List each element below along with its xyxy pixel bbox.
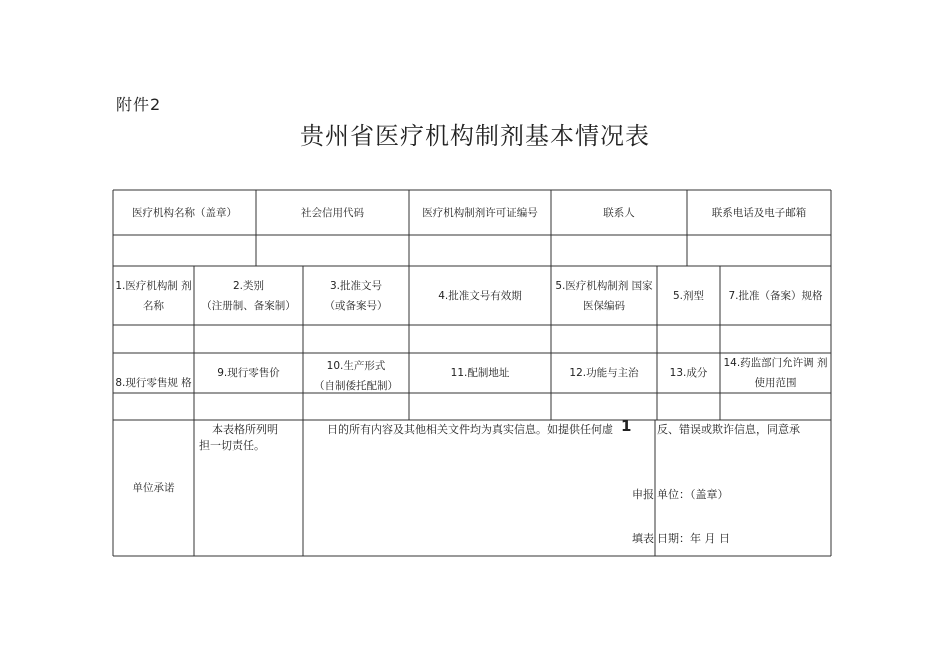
header-approval-number: 3.批准文号 （或备案号）	[324, 279, 388, 312]
header-retail-price: 9.现行零售价	[217, 367, 280, 379]
input-credit-code[interactable]	[256, 235, 409, 266]
header-prep-address: 11.配制地址	[450, 367, 510, 379]
input-retail-price[interactable]	[194, 393, 303, 420]
input-license-number[interactable]	[409, 235, 551, 266]
header-usage-scope: 14.药监部门允许调 剂 使用范围	[723, 357, 828, 389]
header-insurance-code: 5.医疗机构制剂 国家 医保编码	[555, 279, 653, 312]
input-category[interactable]	[194, 325, 303, 353]
pledge-text-part2: 担一切责任。	[199, 439, 265, 452]
input-production-form[interactable]	[303, 393, 409, 420]
input-specification[interactable]	[720, 325, 831, 353]
input-prep-address[interactable]	[409, 393, 551, 420]
fill-date-field[interactable]: 日期：年 月 日	[657, 532, 730, 545]
header-dosage-form: 5.剂型	[672, 289, 705, 302]
header-license-number: 医疗机构制剂许可证编号	[422, 206, 538, 219]
input-contact-person[interactable]	[551, 235, 687, 266]
input-org-name[interactable]	[113, 235, 256, 266]
input-phone-email[interactable]	[687, 235, 831, 266]
header-org-name: 医疗机构名称（盖章）	[132, 206, 237, 219]
header-credit-code: 社会信用代码	[301, 206, 364, 219]
pledge-label: 单位承诺	[132, 482, 175, 494]
input-retail-spec[interactable]	[113, 393, 194, 420]
input-ingredients[interactable]	[657, 393, 720, 420]
input-insurance-code[interactable]	[551, 325, 657, 353]
applicant-unit-seal[interactable]: 单位：（盖章）	[657, 488, 729, 501]
header-retail-spec: 8.现行零售规 格	[115, 377, 192, 389]
fill-date-prefix: 填表	[632, 532, 654, 545]
header-preparation-name: 1.医疗机构制 剂 名称	[115, 279, 192, 312]
pledge-text-part1: 本表格所列明	[212, 423, 278, 436]
header-phone-email: 联系电话及电子邮箱	[711, 206, 807, 219]
input-validity[interactable]	[409, 325, 551, 353]
page-title: 贵州省医疗机构制剂基本情况表	[300, 122, 650, 150]
header-validity: 4.批准文号有效期	[438, 289, 522, 302]
header-indications: 12.功能与主治	[569, 367, 639, 379]
input-approval-number[interactable]	[303, 325, 409, 353]
pledge-text-part3: 日的所有内容及其他相关文件均为真实信息。如提供任何虚	[327, 423, 613, 436]
pledge-text-part4: 反、错误或欺诈信息，同意承	[657, 423, 800, 436]
applicant-prefix: 申报	[632, 488, 654, 501]
header-specification: 7.批准（备案）规格	[728, 289, 823, 302]
input-usage-scope[interactable]	[720, 393, 831, 420]
header-category: 2.类别 （注册制、备案制）	[201, 279, 296, 312]
input-indications[interactable]	[551, 393, 657, 420]
input-dosage-form[interactable]	[657, 325, 720, 353]
header-contact-person: 联系人	[603, 206, 635, 219]
attachment-label: 附件2	[116, 95, 162, 114]
header-production-form: 10.生产形式 （自制倭托配制）	[314, 359, 398, 392]
pledge-text-digit: 1	[621, 417, 632, 435]
input-preparation-name[interactable]	[113, 325, 194, 353]
header-ingredients: 13.成分	[669, 367, 708, 379]
